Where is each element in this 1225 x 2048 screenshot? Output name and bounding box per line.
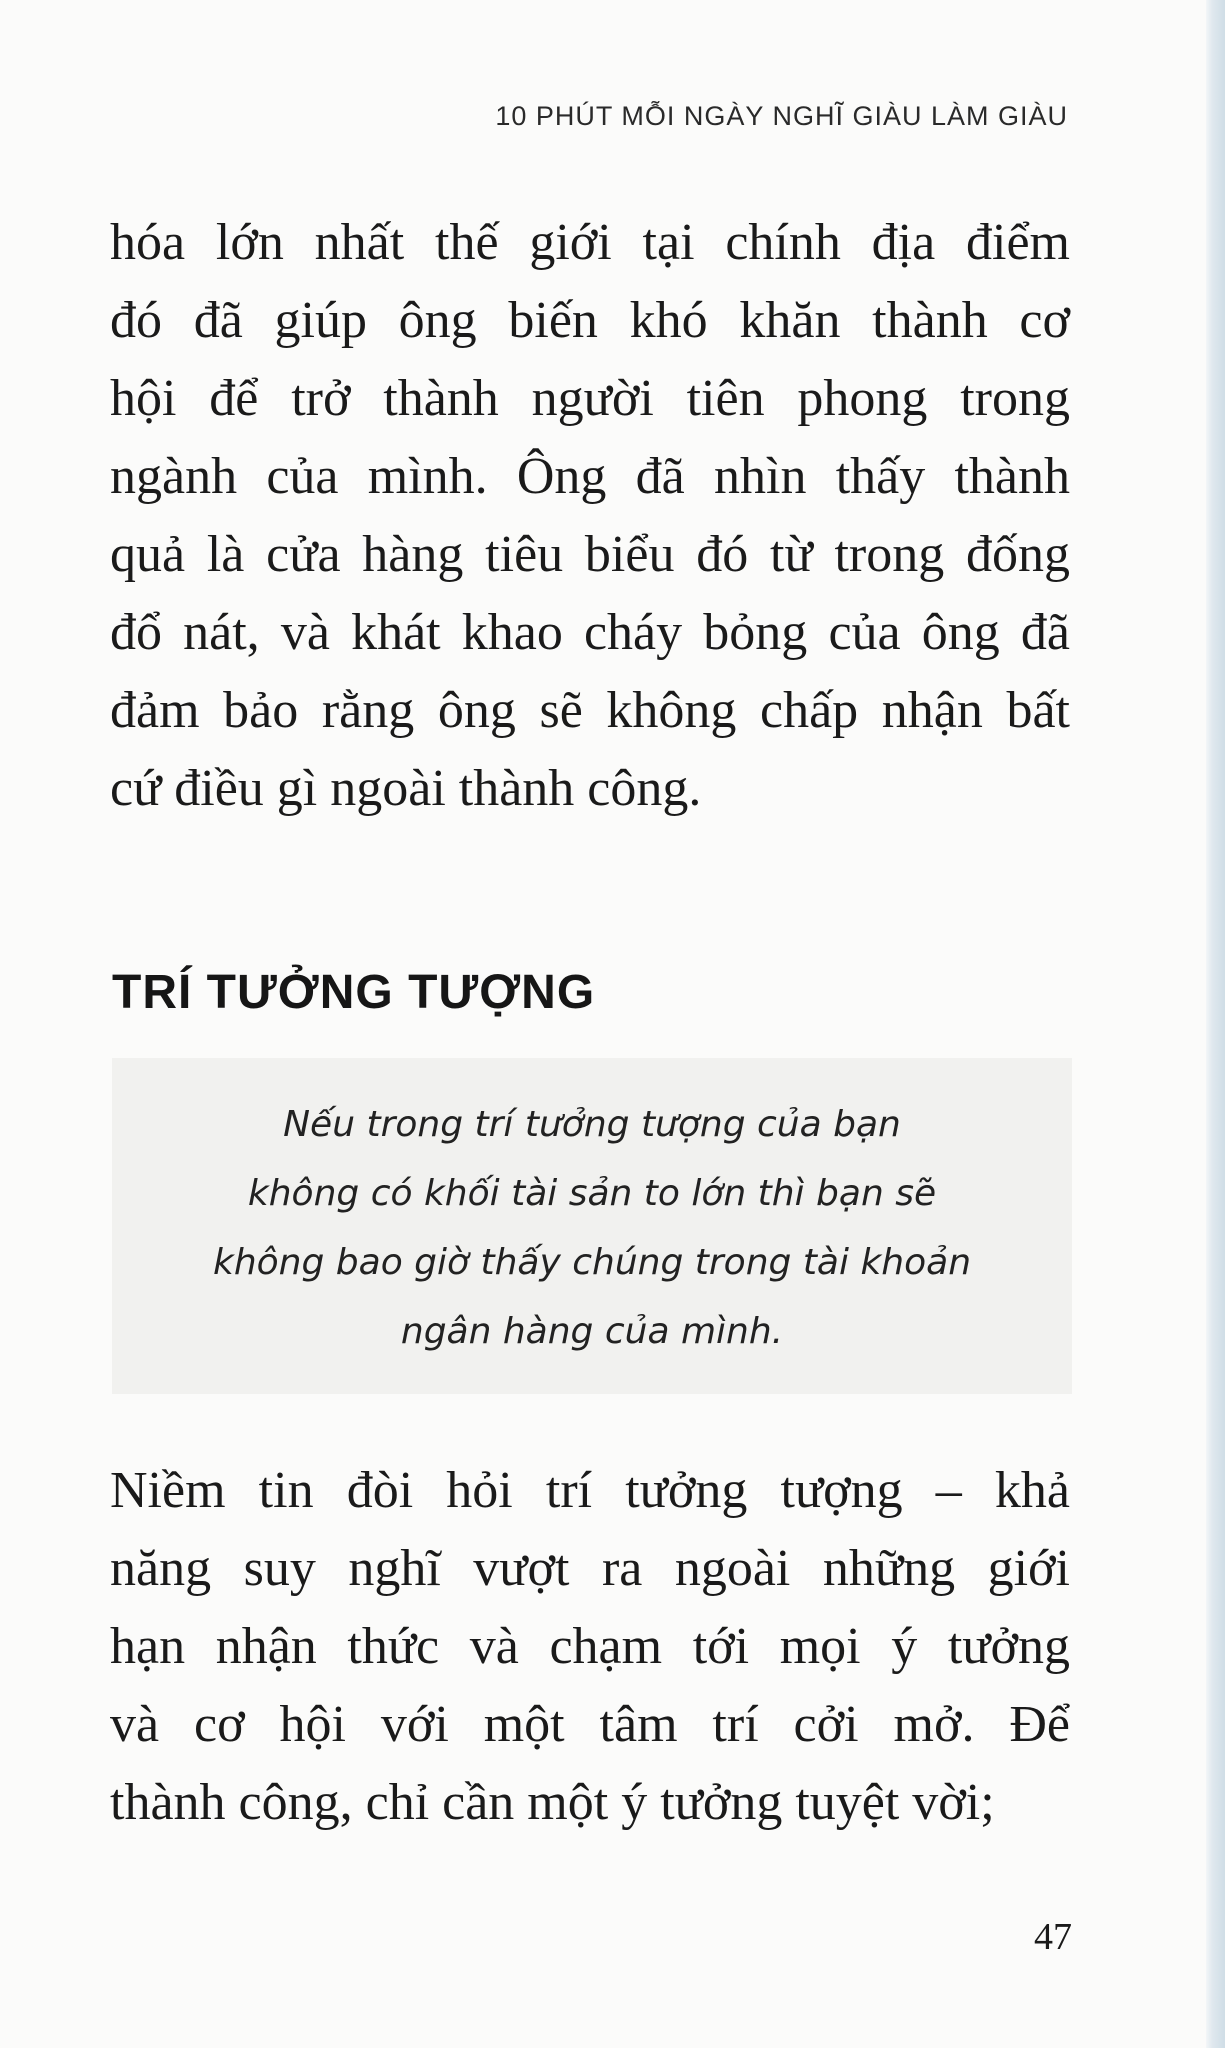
text-line: quả là cửa hàng tiêu biểu đó từ trong đống [110,526,1070,583]
text-line: đó đã giúp ông biến khó khăn thành cơ [110,292,1070,349]
quote-line: Nếu trong trí tưởng tượng của bạn [283,1104,901,1145]
page-edge [1206,0,1225,2048]
text-line: thành công, chỉ cần một ý tưởng tuyệt vời; [110,1774,995,1831]
paragraph-imagination [110,1452,1070,1842]
pull-quote [112,1090,1072,1366]
text-line: đổ nát, và khát khao cháy bỏng của ông đã [110,604,1070,661]
quote-line: ngân hàng của mình. [400,1311,784,1352]
text-line: cứ điều gì ngoài thành công. [110,760,702,817]
text-line: hạn nhận thức và chạm tới mọi ý tưởng [110,1618,1070,1675]
page-number: 47 [1034,1916,1072,1958]
text-line: đảm bảo rằng ông sẽ không chấp nhận bất [110,682,1070,739]
text-line: và cơ hội với một tâm trí cởi mở. Để [110,1696,1070,1753]
text-line: ngành của mình. Ông đã nhìn thấy thành [110,448,1070,505]
section-heading: TRÍ TƯỞNG TƯỢNG [112,966,596,1019]
paragraph-continued [110,204,1070,828]
quote-line: không bao giờ thấy chúng trong tài khoản [212,1242,972,1283]
text-line: năng suy nghĩ vượt ra ngoài những giới [110,1540,1070,1597]
quote-line: không có khối tài sản to lớn thì bạn sẽ [247,1173,937,1214]
text-line: hội để trở thành người tiên phong trong [110,370,1070,427]
text-line: Niềm tin đòi hỏi trí tưởng tượng – khả [110,1462,1070,1519]
text-line: hóa lớn nhất thế giới tại chính địa điểm [110,214,1070,271]
running-header: 10 PHÚT MỖI NGÀY NGHĨ GIÀU LÀM GIÀU [495,101,1068,131]
